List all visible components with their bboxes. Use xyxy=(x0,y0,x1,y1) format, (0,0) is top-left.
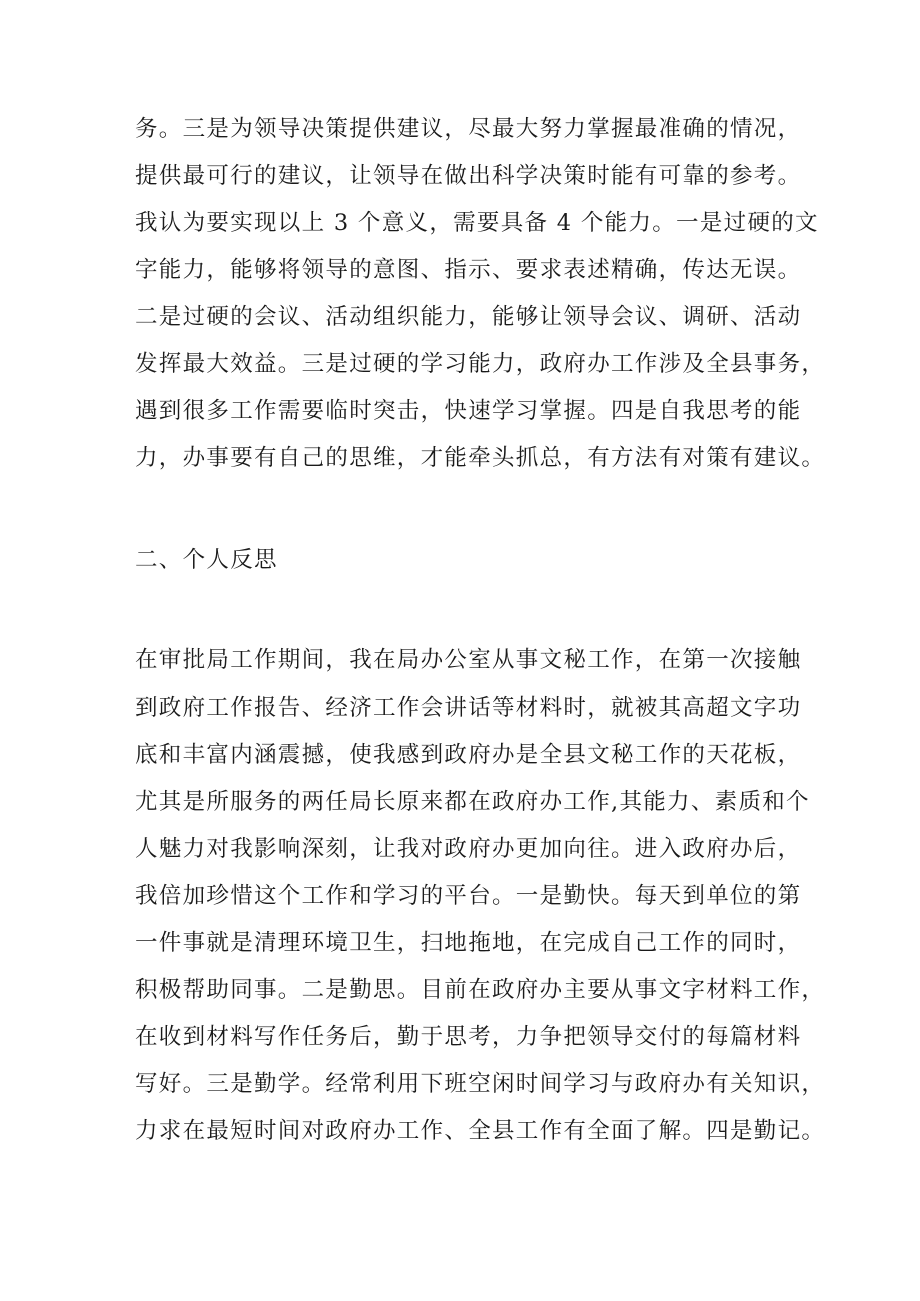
paragraph-line: 我认为要实现以上 3 个意义，需要具备 4 个能力。一是过硬的文 xyxy=(135,210,819,236)
paragraph-line: 在审批局工作期间，我在局办公室从事文秘工作，在第一次接触 xyxy=(135,647,802,673)
paragraph-line: 发挥最大效益。三是过硬的学习能力，政府办工作涉及全县事务， xyxy=(135,351,826,377)
paragraph-line: 积极帮助同事。二是勤思。目前在政府办主要从事文字材料工作， xyxy=(135,977,826,1003)
paragraph-line: 二是过硬的会议、活动组织能力，能够让领导会议、调研、活动 xyxy=(135,304,802,330)
paragraph-line: 底和丰富内涵震撼，使我感到政府办是全县文秘工作的天花板， xyxy=(135,742,802,768)
paragraph-line: 写好。三是勤学。经常利用下班空闲时间学习与政府办有关知识， xyxy=(135,1071,826,1097)
paragraph-line: 务。三是为领导决策提供建议，尽最大努力掌握最准确的情况， xyxy=(135,116,802,142)
paragraph-line: 到政府工作报告、经济工作会讲话等材料时，就被其高超文字功 xyxy=(135,695,802,721)
paragraph-line: 人魅力对我影响深刻，让我对政府办更加向往。进入政府办后， xyxy=(135,836,802,862)
paragraph-line: 一件事就是清理环境卫生，扫地拖地，在完成自己工作的同时， xyxy=(135,930,802,956)
paragraph-line: 力求在最短时间对政府办工作、全县工作有全面了解。四是勤记。 xyxy=(135,1118,826,1144)
section-heading: 二、个人反思 xyxy=(135,547,278,573)
paragraph-line: 力，办事要有自己的思维，才能牵头抓总，有方法有对策有建议。 xyxy=(135,445,826,471)
paragraph-line: 提供最可行的建议，让领导在做出科学决策时能有可靠的参考。 xyxy=(135,163,802,189)
paragraph-line: 字能力，能够将领导的意图、指示、要求表述精确，传达无误。 xyxy=(135,257,802,283)
paragraph-line: 尤其是所服务的两任局长原来都在政府办工作,其能力、素质和个 xyxy=(135,789,810,815)
paragraph-line: 遇到很多工作需要临时突击，快速学习掌握。四是自我思考的能 xyxy=(135,398,802,424)
paragraph-line: 在收到材料写作任务后，勤于思考，力争把领导交付的每篇材料 xyxy=(135,1024,802,1050)
paragraph-line: 我倍加珍惜这个工作和学习的平台。一是勤快。每天到单位的第 xyxy=(135,883,802,909)
